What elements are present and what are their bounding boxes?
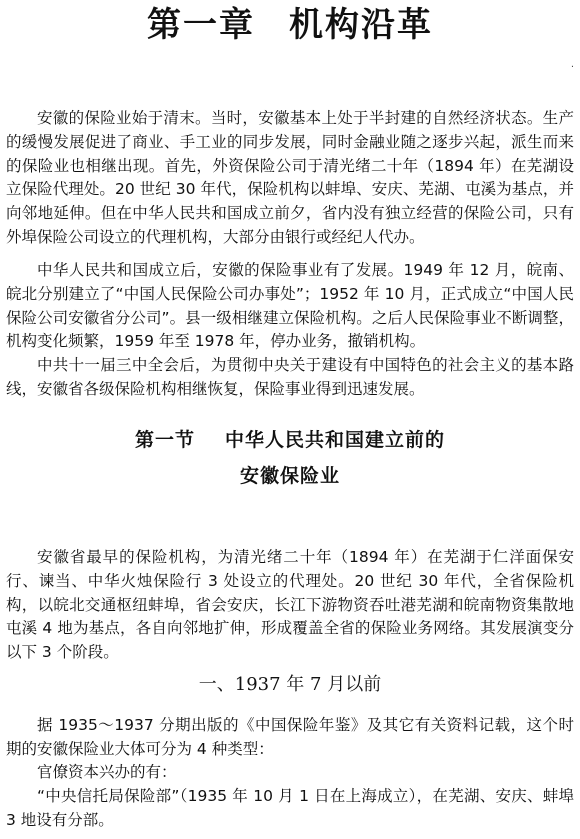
chapter-name: 机构沿革 xyxy=(289,5,433,45)
intro-paragraph-1: 安徽的保险业始于清末。当时，安徽基本上处于半封建的自然经济状态。生产的缓慢发展促进了商业、手工业的同步发展，同时金融业随之逐步兴起，派生而来的保险业也相继出现。首先，外资保险公司于清光绪二十年（1894 年）在芜湖设立保险代理处。20 世纪 30 年代，保险机构以蚌埠、安庆、芜湖、屯溪为基点，并向邻地延伸。但在中华人民共和国成立前夕，省内没有独立经营的保险公司，只有外埠保险公司设立的代理机构，大部分由银行或经纪人代办。 xyxy=(6,109,574,246)
subsection-type-heading: 官僚资本兴办的有： xyxy=(37,763,177,781)
chapter-number: 第一章 xyxy=(147,5,255,45)
section-title-line-2: 安徽保险业 xyxy=(239,465,340,487)
section-title-line-1: 中华人民共和国建立前的 xyxy=(225,429,446,451)
margin-mark: · xyxy=(570,62,574,73)
section-title xyxy=(0,424,580,456)
chapter-title xyxy=(0,4,580,46)
subsection-item: “中央信托局保险部”（1935 年 10 月 1 日在上海成立），在芜湖、安庆、蚌埠 3 地设有分部。 xyxy=(6,787,574,829)
section-paragraph: 安徽省最早的保险机构，为清光绪二十年（1894 年）在芜湖于仁洋面保安行、谏当、中华火烛保险行 3 处设立的代理处。20 世纪 30 年代，全省保险机构，以皖北交通枢纽蚌埠，省会安庆，长江下游物资吞吐港芜湖和皖南物资集散地屯溪 4 地为基点，各自向邻地扩伸，形成覆盖全省的保险业务网络。其发展演变分以下 3 个阶段。 xyxy=(6,548,574,662)
intro-paragraph-3: 中共十一届三中全会后，为贯彻中央关于建设有中国特色的社会主义的基本路线，安徽省各级保险机构相继恢复，保险事业得到迅速发展。 xyxy=(6,356,574,398)
subsection-title: 一、1937 年 7 月以前 xyxy=(198,674,382,695)
intro-paragraph-2: 中华人民共和国成立后，安徽的保险事业有了发展。1949 年 12 月，皖南、皖北分别建立了“中国人民保险公司办事处”；1952 年 10 月，正式成立“中国人民保险公司安徽省分公司”。县一级相继建立保险机构。之后人民保险事业不断调整，机构变化频繁，1959 年至 1978 年，停办业务，撤销机构。 xyxy=(6,261,574,351)
section-number: 第一节 xyxy=(134,429,195,451)
subsection-paragraph: 据 1935～1937 分期出版的《中国保险年鉴》及其它有关资料记载，这个时期的安徽保险业大体可分为 4 种类型： xyxy=(6,716,574,758)
